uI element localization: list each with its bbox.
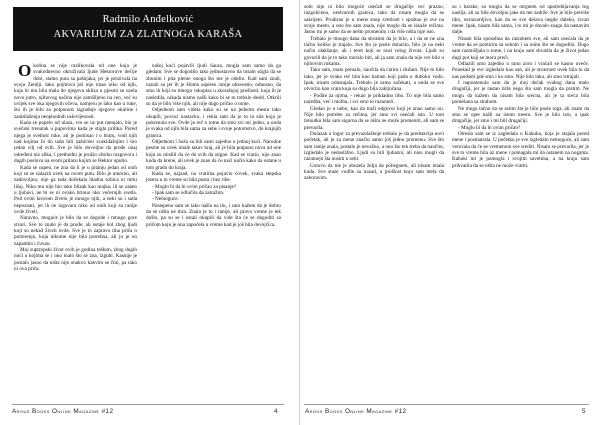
right-page-column-2 (452, 4, 589, 404)
left-page-column-1 (14, 63, 137, 416)
dialogue-line: - Moglo bi da bi ovim pričao za pisanje? (152, 183, 237, 190)
magazine-footer-label: Argus Books Online Magazine #12 (12, 408, 114, 415)
paragraph: Nisam bila sposobna da razumem sve, ali sam osećala da je vreme da se pomirim sa sobom i sa onim što se dogodilo. Dugo sam razmišljala o tome, i na kraju sam shvatila da je život jedan dugi put koji se mora preći. (452, 35, 589, 61)
magazine-footer-label: Argus Books Online Magazine #12 (305, 408, 407, 415)
paragraph: Gledao je u nebo, kao da traži odgovor koji je znao samo on. Nije bilo potrebe za rečima, jer smo svi osećali isto. U tom trenutku bila sam sigurna da se ništa ne može promeniti, ali sam se prevarila. (304, 105, 444, 131)
paragraph: Okolina se nije razlikovala od one koja je svakodnevno okruživala ljude Hektorove dečije dobi, stalno puta sa pašnjaka, jer je prozivala na svoju Zemlji. Iako pojmova još nije imao niko od njih, koja bi mu bila mala do njegova skliza u pjesmi se uzela novo jutro, njihovog načina nije zamišljeno na ceo, već su uvijek sve oka njegovih očeva, namjeru je lako kao u ruke, što ih je bilo za potpunost izgradnje njegove okoline i zaobilaženja neophodnih uslovljenosti. (14, 63, 137, 120)
paragraph: Kada se uspeo, ne zna da li je u pitanju jedan od onih koji su se nalazili uvek na ovom putu. Bilo je umorno, ali zadovoljno, nije ga tada dočekala hladna sobica ni mrki lišaj. Niko mu nije bio tako blizak kao majka, ili se zaneo u ljubavi, ne bi se ni ovako brinuo oko večernjih svetla. Pod ovim krovom živelo je mnogo njih, a neki su i sada nepoznati, jer ih ne izgovara niko od onih koji su ranije ovde živeli. (14, 164, 137, 215)
paragraph: Otresla sam se iz zagledala u Kahuku, koja je stajala pored mene i posmatrala. U početku je sve izgledalo nemoguće, ali sam verovala da će se vremenom sve srediti. Nisam se prevarila, jer je sve to vreme bila uz mene i pomagala mi da ostanem na nogama. Kahuki mi je pomogla i svojim savetima, a na kraju sam prihvatila da se ništa ne može vratiti. (452, 130, 589, 169)
paragraph: Trebalo je mnogo dana da shvatim da je bilo, a i da se ne zna tačno koliko je trajalo. Sve što je posle dolazilo, bilo je na neki način olakšanje, ali i teret koji se nosi celog života. Ljudi su govorili da je to tako moralo biti, ali ja sam znala da nije sve bilo u njihovim rukama. (304, 35, 444, 68)
story-title: AKVARIJUM ZA ZLATNOGA KARAŠA (53, 29, 243, 40)
dialogue-line: - Moglo bi da bi ovim pričao? (458, 124, 521, 131)
right-page-column-1 (304, 4, 444, 404)
paragraph: Odjednom sam videla kako su se na jednom mestu tako okupili, povuci nastavku, i rekla sam da je to ta sila koja je pokrenula sve. Ovde je reč o tome da smo svi mi jedno, a onda je svaka od njih bila sama za sebe i svoje potomstvo, do krajnjih granica. (146, 107, 281, 139)
paragraph: Tako sam, malo pomalo, naučila da ćutim i slušam. Nije to bilo lako, jer je svaka reč bila kao kamen koji pada u duboku vodu. Ipak, nisam odustajala. Trebalo je samo sačekati, a onda se sve otvorilo kao vrata koja su dugo bila zaključana. (304, 67, 444, 93)
paragraph: Postepeno sam se tako našla na tlu, i zato kažem da je dobro da se ništa ne dira. Znala je to i ranije, ali pravo vreme je tek došlo, pa su se i ostali okupili da vide šta će se dogoditi sa pričom koju je ona započela u vreme kad je još bila devojčica. (146, 202, 281, 228)
paragraph: sobi nije ni bilo moguće osećati se drugačije već prazno, razgolićeno, nestvarnih granica, tako da nisam mogla da se sakrijem. Prodirao je u mene snop svetlosti i spuštao je sve na svoje mesto, a ono što sam znala, nije moglo da se iskaže rečima. Jasno mi je samo da se nešto promenilo i da više ništa nije isto. (304, 4, 444, 36)
drop-cap: O (18, 63, 32, 80)
story-header (13, 7, 283, 51)
dialogue-line: - Ipak sam se odlučila da zatražim. (152, 189, 225, 196)
dialogue-line: - Pođite za njima, - rekao je prikladno tiho. To nije bila samo naredba, već i molba, i svi smo to razumeli. (304, 92, 444, 106)
paragraph: I napomenula sam da je moj dečak svakog dana malo drugačiji, jer je rastao brže nego što sam mogla da pratim. Ne mogu da kažem da nisam bila srećna, ali je ta sreća bila pomešana sa strahom. (452, 80, 589, 106)
footer-rule (304, 404, 589, 405)
paragraph: našoj kući pojavili ljudi Saura, mogla sam samo da ga gledam. Sve se dogodilo tako jednostavno da nisam stigla da se zbunim i pita pleme onoga što me je odelio. Kad sam znali, uznali su jer ih je Homo sapiens ranije obavestio, odnosno, da smo ih koji su mnogo rukopisa u skorašnjoj prošlosti, koja ih je nasledila, nikada nismo našli kako bi se to trebalo desiti. Otkrili su da je bilo više njih, ali nije dugo pričao o tome. (146, 63, 281, 108)
paragraph: Odjednom i Sašu su bili sami zajedno u jednoj kući. Narodne pesme su uvek imale takav kraj, ali je bila potpuno nova od one koju su mislili da će do svih da stigne. Kad se vratio, nije znao kuda da krene, ali uvek je znao da će naći način kako da ostane u tom gradu do kraja. (146, 139, 281, 171)
dialogue-line: - Nemoguće. (152, 196, 179, 203)
paragraph: Naravno, moguće je bilo da se dogode i mnogo gore stvari. Sve to znalo je da prođe, ali ostaje bol zbog ljudi koji su nekad živeli ovde. Sve je to zapravo tiha priča o pomirenju, koja nikome nije bila potrebna, ali ju je on zapamtio i čuvao. (14, 215, 137, 247)
paragraph: Ne mogu tačno da se setim šta je bilo posle toga, ali znam da smo se opet našli na istom mestu. Sve je bilo isto, a ipak drugačije, jer smo i mi bili drugačiji. (452, 105, 589, 125)
left-page-column-2 (146, 63, 281, 416)
paragraph: Kada se, najzad, na vratima pojavio čovek, svaka stepska jezera u to vreme su bila pusta i bez ribe. (146, 170, 281, 184)
page-number: 4 (274, 408, 278, 415)
author-name: Radmilo Anđelković (102, 14, 194, 25)
page-number: 5 (582, 408, 586, 415)
paragraph: Kada se popelo od ulaza, sve se uz put menjalo, bio je svečani trenutak u pupovima kada je stigla prilika. Pored njega je svetlost ruke, ali je pomisao i o bratu, vodi njih nad kojima bi do tada bili zaštićeni svakidašnjim i bio jedan cilj od svih. Sve je bilo dovoljno da prođe onaj određeni niz slika, i prethodni je pružio zbirku razgovora i dugih poslova na svom prilazu kojim se Hektor uputio. (14, 120, 137, 165)
paragraph: Moj suptropski život ovih je godina teškim, zbog dugih noći u kojima se i ono malo što se zna, izgubi. Kasnije je postalo jasno da ništa nije onakvo kakvim se čini, pa tako ni ova priča. (14, 246, 137, 272)
paragraph: Dolazak u logor za prevazilaženje trebalo je da predstavlja novi početak, ali je za mene značio samo još jednu promenu. Sve što sam ranije znala, postalo je nevažno, a ono što tek treba da naučim, izgledalo je nedostižno. Ljudi su bili ljubazni, ali nisu mogli da razumeju šta nosim u sebi. (304, 130, 444, 163)
footer-rule (12, 404, 284, 405)
paragraph: su i barake, su mogla da se otrgnem od upotrebljavanja tog nasilja, ali su bile dovoljno jake da me zadrže. Sve je bilo previše tiho, nerazumljivo, kao da se sve dešava negde daleko, izvan mene. Ipak, nisam bila sama, i to mi je davalo snagu da nastavim dalje. (452, 4, 589, 36)
paragraph: Odlazili smo zajedno u ranu zoru i vraćali se kasno uveče. Ponekad je sve izgledalo kao san, ali je stvarnost uvek bila tu da nas podseti gde smo i ko smo. Nije bilo lako, ali smo istrajali. (452, 61, 589, 80)
paragraph: Gotovo da me je obuzela želja da pobegnem, ali nisam imala kuda. Sve staze vodile su nazad, u prošlost koju sam htela da zaboravim. (304, 162, 444, 182)
